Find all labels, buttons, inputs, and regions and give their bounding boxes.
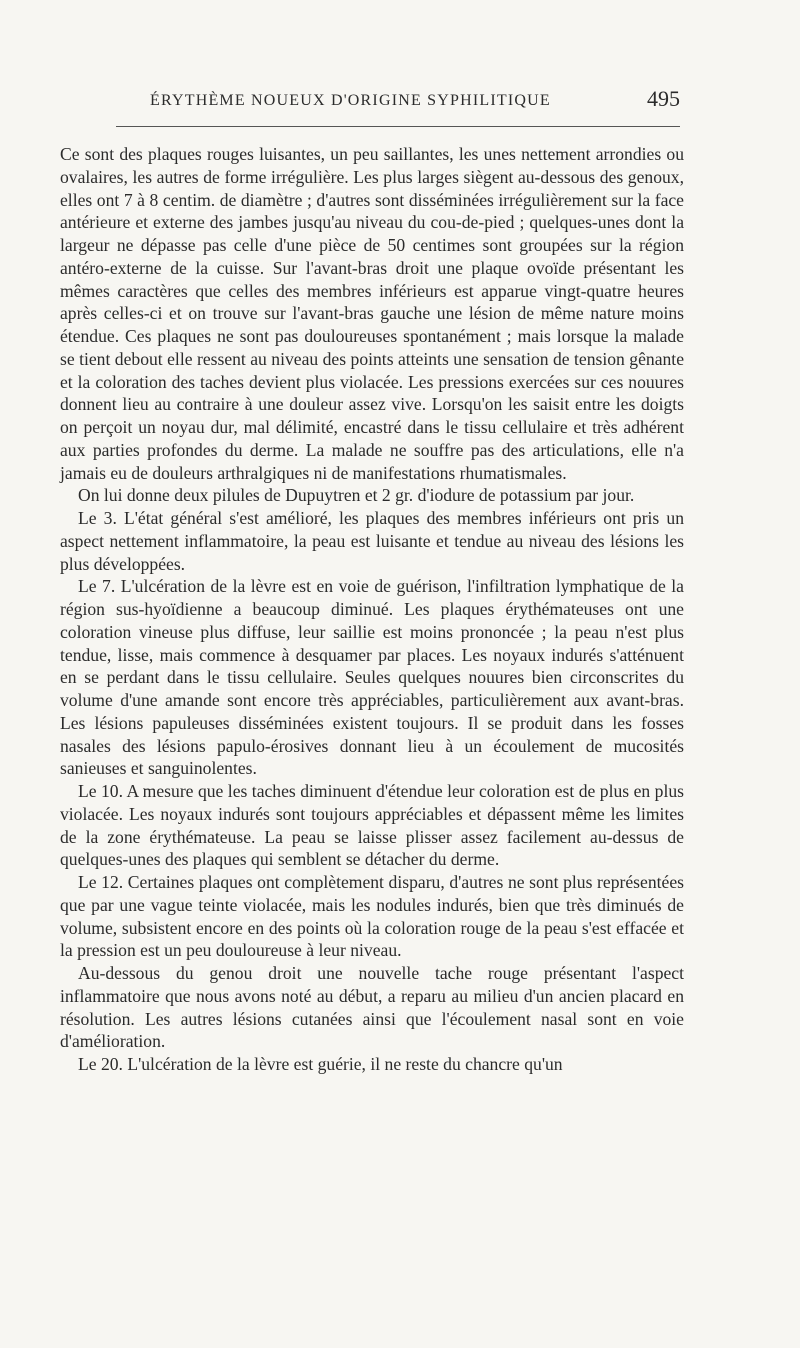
paragraph: Le 3. L'état général s'est amélioré, les plaques des membres inférieurs ont pris un aspect nettement inflammatoire, la peau est luisante et tendue au niveau des lésions les plus développées. [60, 508, 684, 574]
running-title: ÉRYTHÈME NOUEUX D'ORIGINE SYPHILITIQUE [150, 92, 551, 109]
paragraph: On lui donne deux pilules de Dupuytren et 2 gr. d'iodure de potassium par jour. [78, 485, 635, 506]
body-text [60, 143, 684, 1076]
paragraph: Au-dessous du genou droit une nouvelle tache rouge présentant l'aspect inflammatoire que nous avons noté au début, a reparu au milieu d'un ancien placard en résolution. Les autres lésions cutanées ainsi que l'écoulement nasal sont en voie d'amélioration. [60, 963, 684, 1052]
page-number: 495 [647, 86, 680, 111]
header-rule [116, 126, 680, 127]
paragraph: Le 10. A mesure que les taches diminuent d'étendue leur coloration est de plus en plus violacée. Les noyaux indurés sont toujours appréciables et dépassent même les limites de la zone érythémateuse. La peau se laisse plisser assez facilement au-dessus de quelques-unes des plaques qui semblent se détacher du derme. [60, 781, 684, 870]
paragraph: Le 20. L'ulcération de la lèvre est guérie, il ne reste du chancre qu'un [78, 1054, 563, 1074]
paragraph: Le 12. Certaines plaques ont complètement disparu, d'autres ne sont plus représentées que par une vague teinte violacée, mais les nodules indurés, bien que très diminués de volume, subsistent encore en des points où la coloration rouge de la peau s'est effacée et la pression est un peu douloureuse à leur niveau. [60, 872, 684, 961]
paragraph: Le 7. L'ulcération de la lèvre est en voie de guérison, l'infiltration lymphatique de la région sus-hyoïdienne a beaucoup diminué. Les plaques érythémateuses ont une coloration vineuse plus diffuse, leur saillie est moins prononcée ; la peau n'est plus tendue, lisse, mais commence à desquamer par places. Les noyaux indurés s'atténuent en se perdant dans le tissu cellulaire. Seules quelques nouures bien circonscrites du volume d'une amande sont encore très appréciables, particulièrement aux avant-bras. Les lésions papuleuses disséminées existent toujours. Il se produit dans les fosses nasales des lésions papulo-érosives donnant lieu à un écoulement de mucosités sanieuses et sanguinolentes. [60, 576, 684, 779]
page-header [60, 86, 680, 116]
paragraph: Ce sont des plaques rouges luisantes, un peu saillantes, les unes nettement arrondies ou ovalaires, les autres de forme irrégulière. Les plus larges siègent au-dessous des genoux, elles ont 7 à 8 centim. de diamètre ; d'autres sont disséminées irrégulièrement sur la face antérieure et externe des jambes jusqu'au niveau du cou-de-pied ; quelques-unes dont la largeur ne dépasse pas celle d'une pièce de 50 centimes sont groupées sur la région antéro-externe de la cuisse. Sur l'avant-bras droit une plaque ovoïde présentant les mêmes caractères que celles des membres inférieurs est apparue vingt-quatre heures après celles-ci et on trouve sur l'avant-bras gauche une lésion de même nature moins étendue. Ces plaques ne sont pas douloureuses spontanément ; mais lorsque la malade se tient debout elle ressent au niveau des points atteints une sensation de tension gênante et la coloration des taches devient plus violacée. Les pressions exercées sur ces nouures donnent lieu au contraire à une douleur assez vive. Lorsqu'on les saisit entre les doigts on perçoit un noyau dur, mal délimité, encastré dans le tissu cellulaire et très adhérent aux parties profondes du derme. La malade ne souffre pas des articulations, elle n'a jamais eu de douleurs arthralgiques ni de manifestations rhumatismales. [60, 144, 684, 483]
